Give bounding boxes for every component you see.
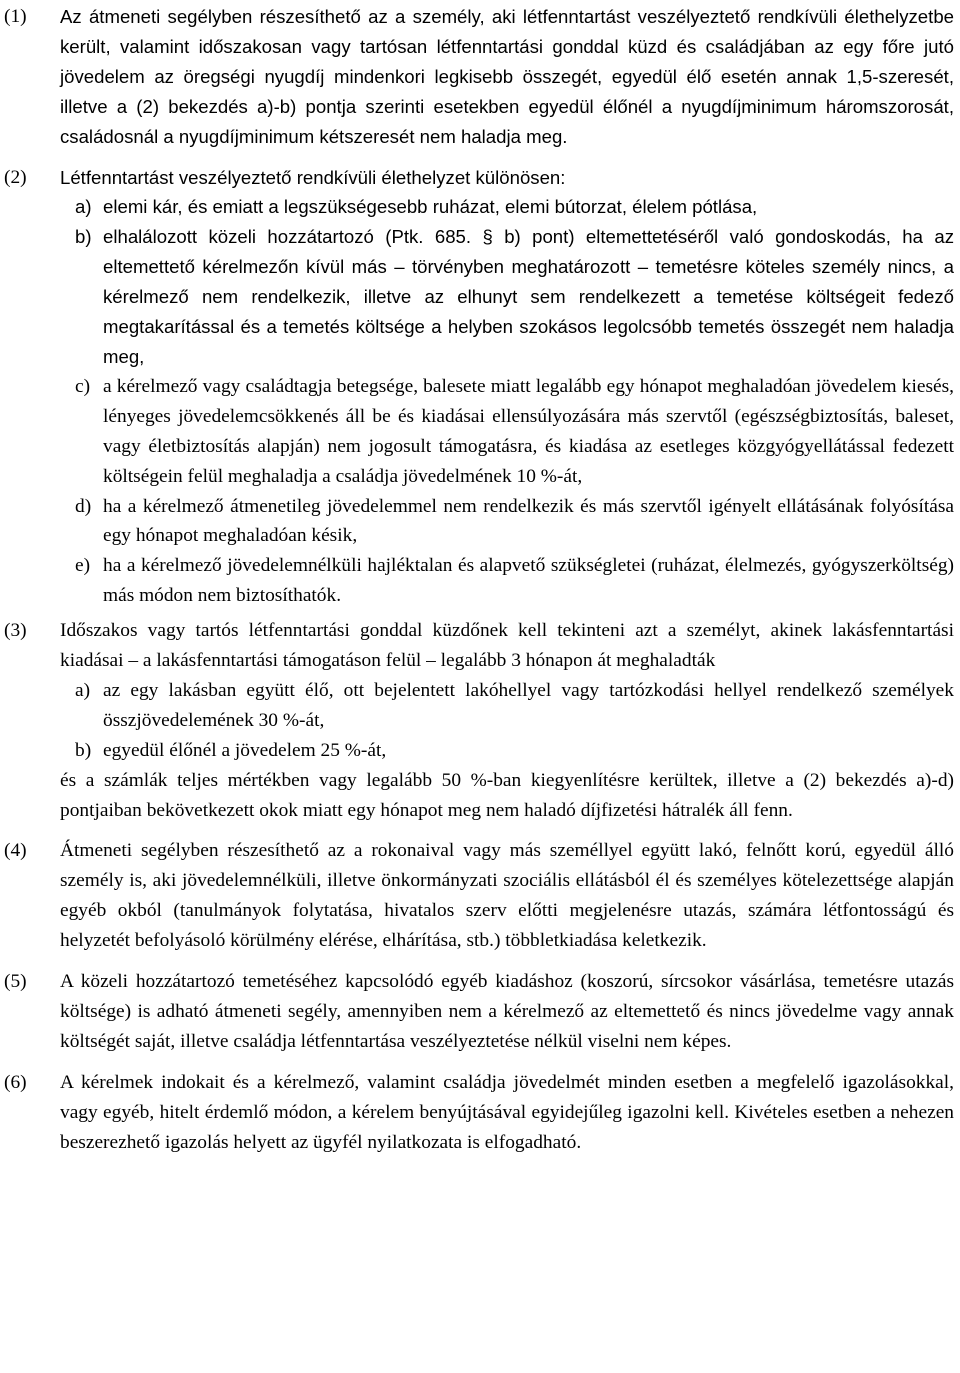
paragraph-text: A kérelmek indokait és a kérelmező, valamint családja jövedelmét minden esetben a megfelelő igazolásokkal, vagy egyéb, hitelt érdemlő módon, a kérelem benyújtásával egyidejűleg igazolni kell. Kivételes esetben a nehezen beszerezhető igazolás helyett az ügyfél nyilatkozata is elfogadható.: [60, 1071, 954, 1153]
paragraph-text: A közeli hozzátartozó temetéséhez kapcsolódó egyéb kiadáshoz (koszorú, sírcsokor vásárlása, temetésre utazás költsége) is adható átmeneti segély, amennyiben nem a kérelmező az eltemettető és nincs jövedelme vagy annak költségét saját, illetve családja létfenntartása veszélyeztetése nélkül viselni nem képes.: [60, 971, 954, 1052]
item-label: a): [75, 196, 92, 218]
item-label: e): [75, 555, 91, 577]
paragraph-number: (2): [4, 166, 27, 188]
item-text: ha a kérelmező jövedelemnélküli hajléktalan és alapvető szükségletei (ruházat, élelmezés, gyógyszerköltség) más módon nem biztosíthatók.: [103, 555, 954, 607]
list-item-2b: [75, 222, 954, 372]
item-label: d): [75, 495, 92, 517]
item-list: [60, 192, 954, 611]
list-item-2e: [75, 551, 954, 611]
paragraph-1: [4, 2, 954, 152]
list-item-2a: [75, 192, 954, 222]
paragraph-body: [60, 967, 954, 1057]
paragraph-body: [60, 836, 954, 956]
list-item-3b: [75, 736, 954, 766]
item-text: egyedül élőnél a jövedelem 25 %-át,: [103, 739, 387, 761]
item-text: elemi kár, és emiatt a legszükségesebb ruházat, elemi bútorzat, élelem pótlása,: [103, 196, 758, 218]
paragraph-number: (3): [4, 620, 27, 642]
paragraph-body: [60, 163, 954, 612]
paragraph-number: (1): [4, 6, 27, 27]
paragraph-body: [60, 616, 954, 825]
paragraph-2: [4, 163, 954, 612]
item-text: az egy lakásban együtt élő, ott bejelentett lakóhellyel vagy tartózkodási hellyel rendelkező személyek összjövedelemének 30 %-át,: [103, 679, 954, 731]
paragraph-5: [4, 967, 954, 1057]
paragraph-text: Az átmeneti segélyben részesíthető az a személy, aki létfenntartást veszélyeztető rendkívüli élethelyzetbe került, valamint időszakosan vagy tartósan létfenntartási gonddal küzd és családjában az egy főre jutó jövedelem az öregségi nyugdíj mindenkori legkisebb összegét, egyedül élő esetén annak 1,5-szeresét, illetve a (2) bekezdés a)-b) pontja szerinti esetekben egyedül élőnél a nyugdíjminimum háromszorosát, családosnál a nyugdíjminimum kétszeresét nem haladja meg.: [60, 6, 954, 147]
list-item-3a: [75, 676, 954, 736]
paragraph-outro: és a számlák teljes mértékben vagy legalább 50 %-ban kiegyenlítésre kerültek, illetve a (2) bekezdés a)-d) pontjaiban bekövetkezett okok miatt egy hónapot meg nem haladó díjfizetési hátralék áll fenn.: [60, 769, 954, 821]
list-item-2d: [75, 492, 954, 552]
item-text: ha a kérelmező átmenetileg jövedelemmel nem rendelkezik és más szervtől igényelt ellátásának folyósítása egy hónapot meghaladóan késik,: [103, 495, 954, 547]
paragraph-4: [4, 836, 954, 956]
paragraph-number: (4): [4, 840, 27, 862]
paragraph-6: [4, 1068, 954, 1158]
item-label: a): [75, 679, 91, 701]
paragraph-intro: Létfenntartást veszélyeztető rendkívüli élethelyzet különösen:: [60, 166, 566, 188]
item-text: a kérelmező vagy családtagja betegsége, balesete miatt legalább egy hónapot meghaladóan jövedelem kiesés, lényeges jövedelemcsökkenés áll be és kiadásai ellensúlyozására más szervtől (egészségbiztosítás, baleset, vagy életbiztosítás alapján) nem jogosult támogatásra, és kiadása az esetleges közgyógyellátással fedezett költségein felül meghaladja a családja jövedelmének 10 %-át,: [103, 375, 954, 487]
paragraph-intro: Időszakos vagy tartós létfenntartási gonddal küzdőnek kell tekinteni azt a személyt, akinek lakásfenntartási kiadásai – a lakásfenntartási támogatáson felül – legalább 3 hónapon át meghaladták: [60, 620, 954, 672]
paragraph-3: [4, 616, 954, 825]
paragraph-text: Átmeneti segélyben részesíthető az a rokonaival vagy más személlyel együtt lakó, felnőtt korú, egyedül álló személy is, aki jövedelemnélküli, illetve önkormányzati szociális ellátásból él és személyes kötelezettsége alapján egyéb okból (tanulmányok folytatása, hivatalos szerv előtti megjelenésre utazás, számára létfontosságú és helyzetét befolyásoló körülmény elérése, elhárítása, stb.) többletkiadása keletkezik.: [60, 840, 954, 952]
list-item-2c: [75, 372, 954, 492]
paragraph-body: [60, 2, 954, 152]
item-label: b): [75, 226, 92, 248]
item-list: [60, 676, 954, 766]
paragraph-number: (5): [4, 971, 27, 993]
item-text: elhalálozott közeli hozzátartozó (Ptk. 685. § b) pont) eltemettetéséről való gondoskodás, ha az eltemettető kérelmezőn kívül más – törvényben meghatározott – temetésre köteles személy nincs, a kérelmező nem rendelkezik, illetve az elhunyt sem rendelkezett a temetése költségeit fedező megtakarítással és a temetés költsége a helyben szokásos legolcsóbb temetés összegét nem haladja meg,: [103, 226, 954, 367]
item-label: b): [75, 739, 92, 761]
item-label: c): [75, 375, 91, 397]
paragraph-number: (6): [4, 1071, 27, 1093]
paragraph-body: [60, 1068, 954, 1158]
